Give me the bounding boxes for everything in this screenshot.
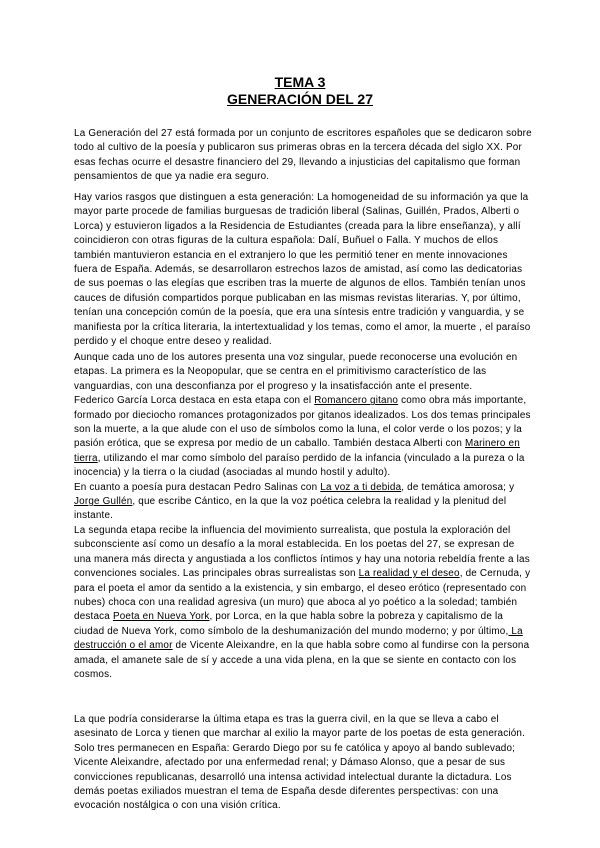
text-segment: En cuanto a poesía pura destacan Pedro Salinas con <box>74 481 321 493</box>
paragraph-segunda-etapa <box>74 524 532 682</box>
text-segment: , que escribe Cántico, en la que la voz poética celebra la realidad y la plenitud del instante. <box>74 496 507 522</box>
text-segment: Aunque cada uno de los autores presenta una voz singular, puede reconocerse una evolución en etapas. La primera es la Neopopular, que se centra en el primitivismo característico de las vanguardias, con una desconfianza por el progreso y la insatisfacción ante el presente. <box>74 352 518 392</box>
work-title-la-voz-a-ti-debida: La voz a ti debida <box>320 481 402 493</box>
page-subtitle: GENERACIÓN DEL 27 <box>227 91 373 107</box>
text-segment: La segunda etapa recibe la influencia del movimiento surrealista, que postula la exploración del subconsciente así como un desafío a la moral establecida. En los poetas del 27, se expresan de una manera más directa y angustiada a los conflictos íntimos y hay una notoria rebeldía frente a las convenciones sociales. Las principales obras surrealistas son <box>74 525 530 580</box>
text-segment: de Vicente Aleixandre, en la que habla sobre como al fundirse con la persona amada, el amanete sale de sí y accede a una vida plena, en la que se siente en contacto con los cosmos. <box>74 640 530 681</box>
text-segment: , utilizando el mar como símbolo del paraíso perdido de la infancia (vinculado a la pureza o la inocencia) y la tierra o la ciudad (asociadas al mundo hostil y adulto). <box>74 452 525 479</box>
text-segment: como obra más importante, formado por dieciocho romances protagonizados por gitanos idealizados. Los dos temas principales son la muerte, a la que alude con el uso de símbolos como la luna, el color verde o los pozos; y la pasión erótica, que se expresa por medio de un caballo. También destaca Alberti con <box>74 395 531 450</box>
work-title-la-realidad-y-el-deseo: La realidad y el deseo <box>358 568 460 580</box>
paragraph-primera-etapa <box>74 351 532 524</box>
work-title-la-destruccion-o-el-amor: La destrucción o el amor <box>74 625 523 652</box>
work-title-marinero-en-tierra: Marinero en tierra <box>74 438 520 464</box>
author-name-jorge-guillen: Jorge Gullén <box>74 496 133 508</box>
page-title: TEMA 3 <box>274 74 326 90</box>
text-segment: Federico García Lorca destaca en esta etapa con el <box>74 395 315 407</box>
text-segment: , por Lorca, en la que habla sobre la pobreza y capitalismo de la ciudad de Nueva York, como símbolo de la deshumanización del mundo moderno; y por último, <box>74 611 509 637</box>
paragraph-rasgos: Hay varios rasgos que distinguen a esta generación: La homogeneidad de su información ya que la mayor parte procede de familias burguesas de tradición liberal (Salinas, Guillén, Prados, Alberti o Lorca) y estuvieron ligados a la Residencia de Estudiantes (creada para la libre enseñanza), y allí coincidieron con otras figuras de la cultura española: Dalí, Buñuel o Falla. Y muchos de ellos también mantuvieron estancia en el extranjero lo que les permitió tener en mente innovaciones fuera de España. Además, se desarrollaron estrechos lazos de amistad, así como las dedicatorias de sus poemas o las elegías que escriben tras la muerte de algunos de ellos. También tenían unos cauces de difusión compartidos porque publicaban en las mismas revistas literarias. Y, por último, tenían una concepción común de la poesía, que era una síntesis entre tradición y vanguardia, y se manifiesta por la crítica literaria, la intertextualidad y los temas, como el amor, la muerte , el paraíso perdido y el choque entre deseo y realidad. <box>74 192 531 348</box>
text-segment: , de temática amorosa; y <box>401 481 515 493</box>
work-title-romancero-gitano: Romancero gitano <box>314 395 399 407</box>
paragraph-ultima-etapa: La que podría considerarse la última etapa es tras la guerra civil, en la que se lleva a cabo el asesinato de Lorca y tienen que marchar al exilio la mayor parte de los poetas de esta generación. Solo tres permanecen en España: Gerardo Diego por su fe católica y apoyo al bando sublevado; Vicente Aleixandre, afectado por una enfermedad renal; y Dámaso Alonso, que a pesar de sus convicciones republicanas, desarrolló una intensa actividad intelectual durante la dictadura. Los demás poetas exiliados muestran el tema de España desde diferentes perspectivas: con una evocación nostálgica o con una visión crítica. <box>74 714 526 812</box>
paragraph-intro: La Generación del 27 está formada por un conjunto de escritores españoles que se dedicaron sobre todo al cultivo de la poesía y publicaron sus primeras obras en la tercera década del siglo XX. Por esas fechas ocurre el desastre financiero del 29, llevando a injusticias del capitalismo que forman pensamientos de que ya nadie era seguro. <box>74 128 532 183</box>
text-segment: , de Cernuda, y para el poeta el amor da sentido a la existencia, y sin embargo, el deseo erótico (representado con nubes) choca con una realidad agresiva (un muro) que aboca al yo poético a la soledad; también destaca <box>74 568 531 623</box>
work-title-poeta-en-nueva-york: Poeta en Nueva York <box>112 611 210 623</box>
